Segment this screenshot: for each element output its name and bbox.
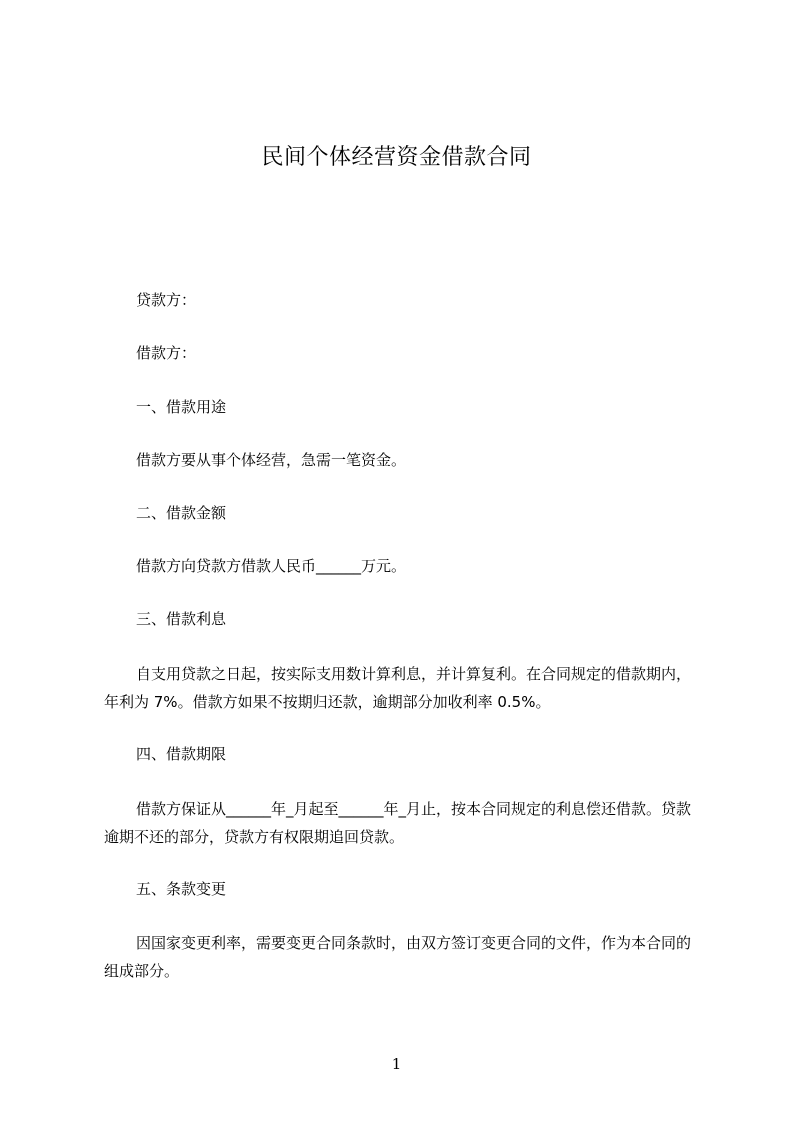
page-number: 1	[391, 1055, 402, 1073]
section-body-amendment: 因国家变更利率，需要变更合同条款时，由双方签订变更合同的文件，作为本合同的组成部分。	[104, 934, 692, 980]
section-body-term: 借款方保证从______年_月起至______年_月止，按本合同规定的利息偿还借款。贷款逾期不还的部分，贷款方有权限期追回贷款。	[104, 800, 692, 846]
section-heading-amount: 二、借款金额	[136, 504, 227, 522]
section-heading-interest: 三、借款利息	[136, 610, 227, 628]
section-heading-term: 四、借款期限	[136, 745, 227, 763]
section-body-amount: 借款方向贷款方借款人民币______万元。	[136, 557, 407, 575]
section-body-interest: 自支用贷款之日起，按实际支用数计算利息，并计算复利。在合同规定的借款期内，年利为 7%。借款方如果不按期归还款，逾期部分加收利率 0.5%。	[104, 665, 692, 711]
lender-label: 贷款方：	[136, 291, 197, 309]
section-body-purpose: 借款方要从事个体经营，急需一笔资金。	[136, 451, 407, 469]
section-heading-amendment: 五、条款变更	[136, 880, 227, 898]
document-title: 民间个体经营资金借款合同	[261, 145, 532, 170]
section-heading-purpose: 一、借款用途	[136, 398, 227, 416]
borrower-label: 借款方：	[136, 344, 197, 362]
